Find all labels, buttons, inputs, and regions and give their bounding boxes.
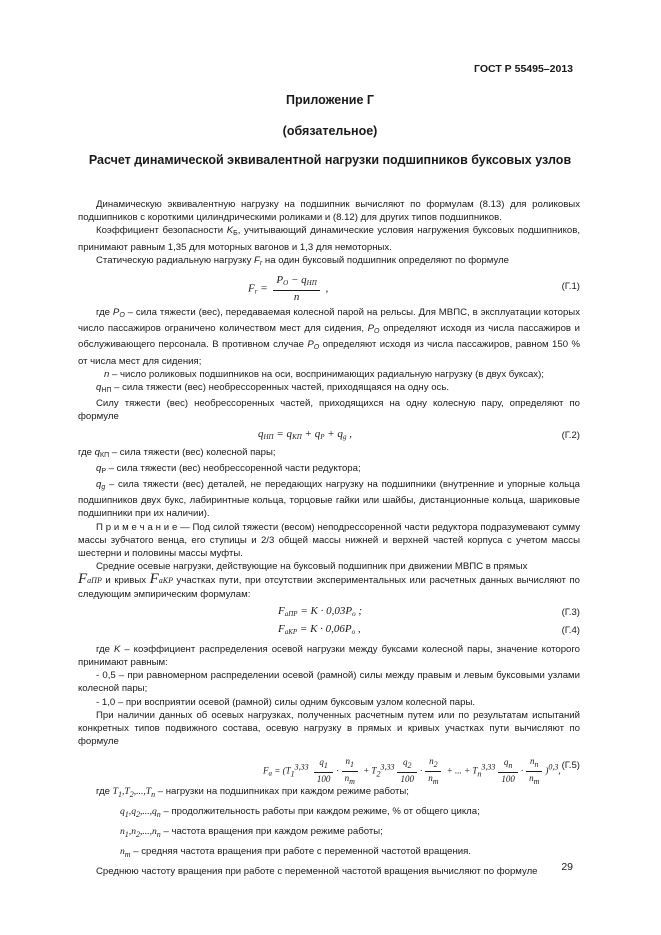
appendix-title: Приложение Г xyxy=(286,93,374,107)
paragraph: $q_Р$ – сила тяжести (вес) необрессоренной части редуктора; xyxy=(96,462,361,475)
paragraph: $q_g$ – сила тяжести (вес) деталей, не передающих нагрузку на подшипники (внутренние и упорные кольца подшипников двух букс, лабиринтные кольца, торцовые гайки или шайбы, дистанционные кольца, шариковые подшипники при их наличии). xyxy=(78,479,580,520)
paragraph: $n_m$ – средняя частота вращения при работе с переменной частотой вращения. xyxy=(120,845,471,859)
list-item: - 0,5 – при равномерном распределении осевой (рамной) силы между правым и левым буксовыми узлами колесной пары; xyxy=(78,670,580,695)
paragraph: $q_{НП}$ – сила тяжести (вес) необрессоренных частей, приходящаяся на одну ось. xyxy=(96,382,449,395)
paragraph: где $P_O$ – сила тяжести (вес), передаваемая колесной парой на рельсы. Для МВПС, в эксплуатации которых число пассажиров ограничено количеством мест для сидения, $P_O$ определяют исходя из числа пассажиров и обслуживающего персонала. В противном случае $P_O$ определяют исходя из числа пассажиров, равном 150 % от числа мест для сидения; xyxy=(78,307,580,367)
paragraph: $q_1,q_2,...,q_n$ – продолжительность работы при каждом режиме, % от общего цикла; xyxy=(120,805,480,819)
formula-g5: $F_a = (T_1^{3,33}$ $\frac{q_1}{100}$ · $\frac{n_1}{n_m}$ + $T_2^{3,33}$ $\frac{q_2}{100}$ · $\frac{n_2}{n_m}$ + ... + $T_n^{3,33}$ $\frac{q_n}{100}$ · $\frac{n_n}{n_m}$ )$^{0,3}$, (Г.5) xyxy=(263,755,580,786)
paragraph: где K – коэффициент распределения осевой нагрузки между буксами колесной пары, значение которого принимают равным: xyxy=(78,643,580,669)
formula-g4: $F_{aКР} = K \cdot 0,06P_о$ , (Г.4) xyxy=(278,622,580,636)
formula-number: (Г.2) xyxy=(561,429,580,441)
formula-number: (Г.5) xyxy=(561,759,580,771)
formula-g3: $F_{aПР} = K \cdot 0,03P_о$ ; (Г.3) xyxy=(278,604,580,618)
note-paragraph: П р и м е ч а н и е — Под силой тяжести (весом) неподрессоренной части редуктора подразумевают сумму массы зубчатого венца, его ступицы и 2/3 общей массы нижней и верхней частей корпуса с учетом массы шестерни и половины массы муфты. xyxy=(78,521,580,560)
document-body xyxy=(78,198,580,878)
paragraph: n – число роликовых подшипников на оси, воспринимающих радиальную нагрузку (в двух буксах); xyxy=(104,368,544,380)
list-item: - 1,0 – при восприятии осевой (рамной) силы одним буксовым узлом колесной пары. xyxy=(96,696,476,708)
standard-number: ГОСТ Р 55495–2013 xyxy=(474,63,573,75)
paragraph: При наличии данных об осевых нагрузках, полученных расчетным путем или по результатам испытаний конкретных типов подвижного состава, осевую нагрузку в прямых и кривых участках пути вычисляют по формуле xyxy=(78,709,580,748)
formula-number: (Г.4) xyxy=(561,624,580,636)
appendix-heading: Расчет динамической эквивалентной нагрузки подшипников буксовых узлов xyxy=(88,153,572,167)
paragraph: $n_1,n_2,...,n_n$ – частота вращения при каждом режиме работы; xyxy=(120,825,383,839)
paragraph: Силу тяжести (вес) необрессоренных частей, приходящихся на одну колесную пару, определяют по формуле xyxy=(78,398,580,423)
paragraph: Динамическую эквивалентную нагрузку на подшипник вычисляют по формулам (8.13) для роликовых подшипников с короткими цилиндрическими роликами и (8.12) для других типов подшипников. xyxy=(78,199,580,224)
paragraph: FaПР и кривых FaКР участках пути, при отсутствии экспериментальных или расчетных данных вычисляют по следующим эмпирическим формулам: xyxy=(78,571,580,600)
paragraph: Средние осевые нагрузки, действующие на буксовый подшипник при движении МВПС в прямых xyxy=(96,561,528,573)
appendix-status: (обязательное) xyxy=(282,124,378,138)
paragraph: где $q_{КП}$ – сила тяжести (вес) колесной пары; xyxy=(78,446,276,459)
formula-g1: $F_r$ = $\frac{P_O - q_{НП}}{n}$ , (Г.1) xyxy=(248,274,580,304)
formula-g2: $q_{НП} = q_{КП} + q_Р + q_g$ , (Г.2) xyxy=(258,427,580,441)
paragraph: Статическую радиальную нагрузку $F_r$ на один буксовый подшипник определяют по формуле xyxy=(96,254,510,267)
paragraph: Среднюю частоту вращения при работе с переменной частотой вращения вычисляют по формуле xyxy=(96,865,538,877)
paragraph: где $T_1,T_2,...,T_n$ – нагрузки на подшипниках при каждом режиме работы; xyxy=(96,785,409,799)
formula-number: (Г.1) xyxy=(561,281,580,293)
paragraph: Коэффициент безопасности $K_Б$, учитывающий динамические условия нагружения буксовых подшипников, принимают равным 1,35 для моторных вагонов и 1,3 для немоторных. xyxy=(78,225,580,253)
page-number: 29 xyxy=(561,861,573,873)
formula-number: (Г.3) xyxy=(561,606,580,618)
